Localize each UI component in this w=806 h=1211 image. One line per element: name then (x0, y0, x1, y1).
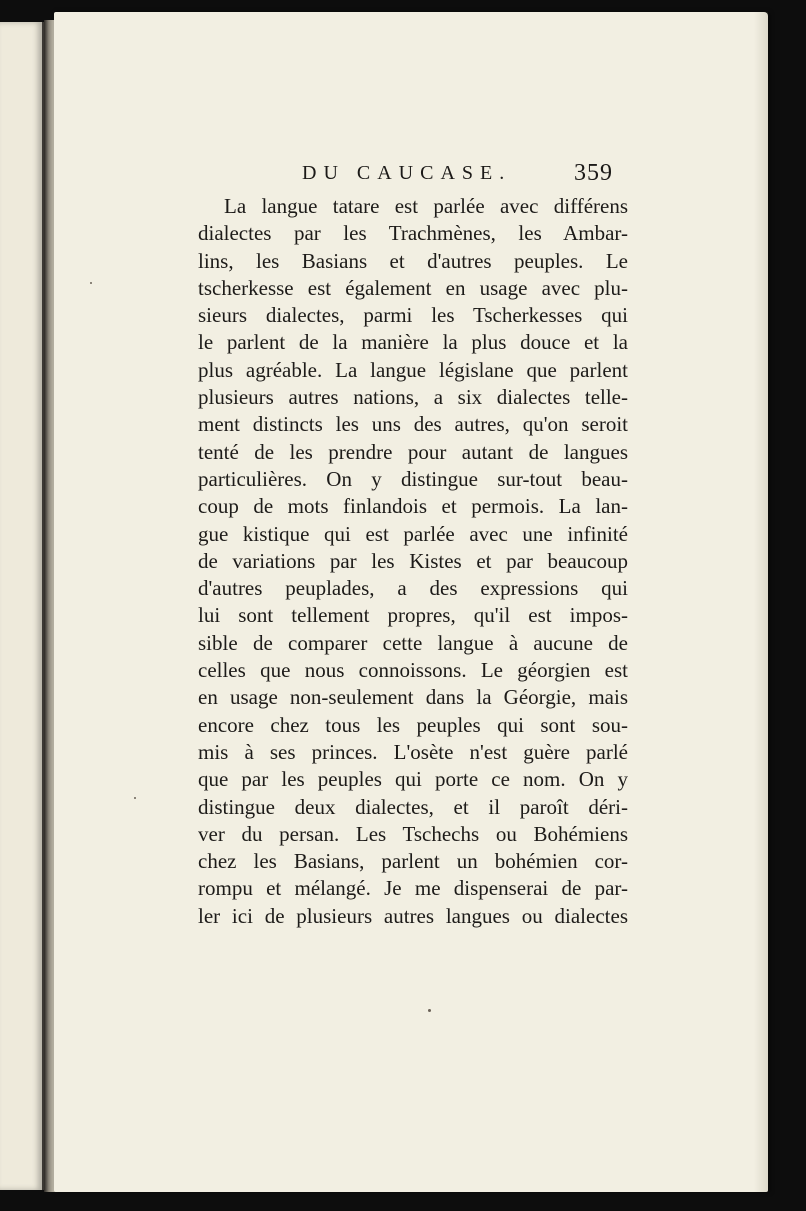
facing-page-edge (0, 22, 45, 1190)
text-line: coup de mots finlandois et permois. La lan- (198, 494, 628, 519)
text-line: tscherkesse est également en usage avec plu- (198, 275, 628, 300)
text-line: ment distincts les uns des autres, qu'on seroit (198, 412, 628, 437)
text-line: ler ici de plusieurs autres langues ou dialectes (198, 903, 628, 928)
text-line: La langue tatare est parlée avec différens (224, 194, 628, 218)
text-line: dialectes par les Trachmènes, les Ambar- (198, 221, 628, 246)
page-number: 359 (574, 160, 613, 186)
text-line: chez les Basians, parlent un bohémien cor- (198, 849, 628, 874)
text-line: lins, les Basians et d'autres peuples. Le (198, 248, 628, 273)
paper-speck (134, 797, 136, 799)
text-line: rompu et mélangé. Je me dispenserai de par- (198, 876, 628, 901)
text-line: celles que nous connoissons. Le géorgien est (198, 658, 628, 683)
text-line: le parlent de la manière la plus douce et la (198, 330, 628, 355)
text-line: particulières. On y distingue sur-tout beau- (198, 466, 628, 491)
text-line: encore chez tous les peuples qui sont sou- (198, 712, 628, 737)
paper-speck (428, 1009, 431, 1012)
text-line: mis à ses princes. L'osète n'est guère parlé (198, 739, 628, 764)
text-line: de variations par les Kistes et par beaucoup (198, 548, 628, 573)
text-line: en usage non-seulement dans la Géorgie, mais (198, 685, 628, 710)
body-text (198, 193, 628, 930)
text-line: tenté de les prendre pour autant de langues (198, 439, 628, 464)
text-line: plus agréable. La langue législane que parlent (198, 357, 628, 382)
text-line: gue kistique qui est parlée avec une infinité (198, 521, 628, 546)
running-head: DU CAUCASE. (302, 162, 512, 184)
text-line: lui sont tellement propres, qu'il est impos- (198, 603, 628, 628)
text-line: que par les peuples qui porte ce nom. On y (198, 767, 628, 792)
text-line: distingue deux dialectes, et il paroît déri- (198, 794, 628, 819)
text-line: d'autres peuplades, a des expressions qui (198, 576, 628, 601)
text-line: plusieurs autres nations, a six dialectes telle- (198, 385, 628, 410)
book-page (54, 12, 768, 1192)
text-line: ver du persan. Les Tschechs ou Bohémiens (198, 821, 628, 846)
text-line: sible de comparer cette langue à aucune de (198, 630, 628, 655)
paper-speck (90, 282, 92, 284)
text-line: sieurs dialectes, parmi les Tscherkesses qui (198, 303, 628, 328)
